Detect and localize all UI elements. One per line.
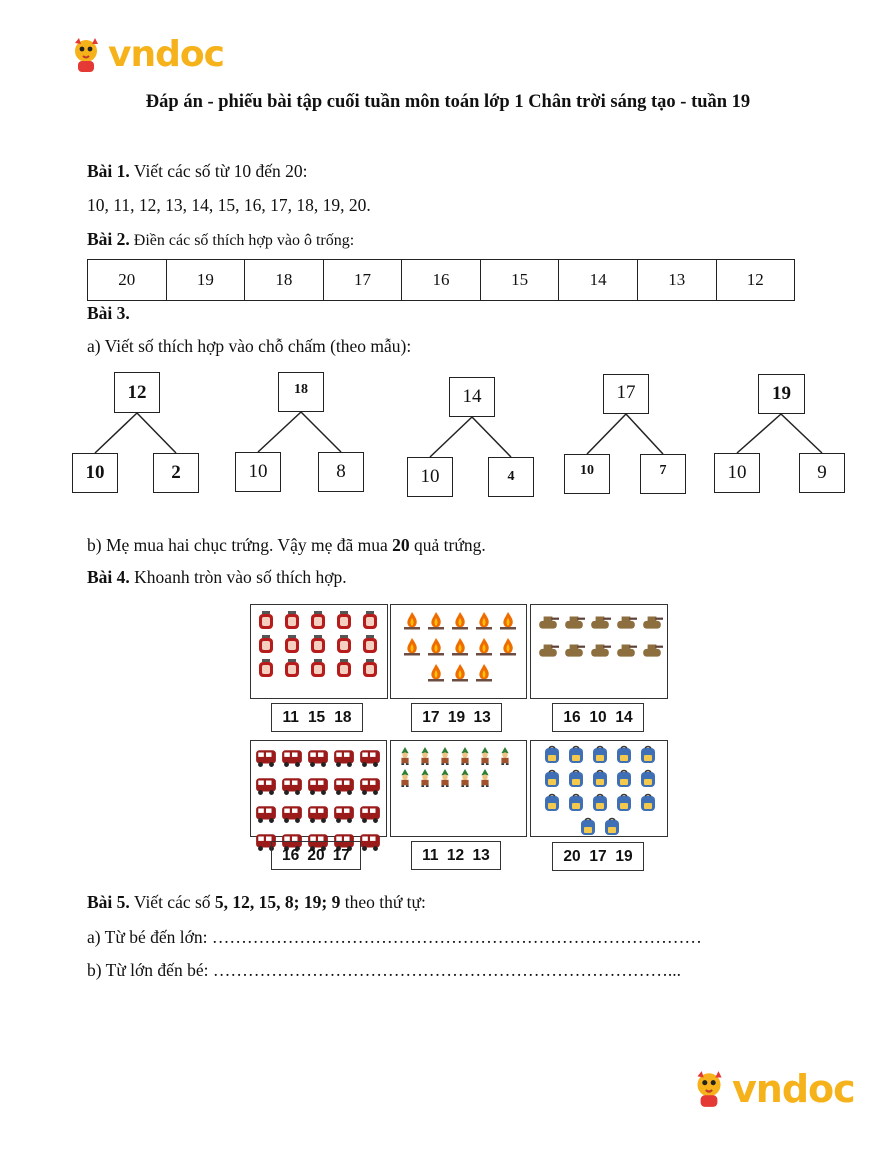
bus-icon bbox=[333, 747, 355, 769]
dwarf-icon bbox=[496, 747, 514, 765]
vndoc-logo bbox=[66, 34, 224, 75]
backpack-icon bbox=[566, 769, 586, 789]
bus-icon bbox=[359, 803, 381, 825]
dwarf-icon bbox=[416, 747, 434, 765]
lantern-icon bbox=[360, 634, 380, 654]
lantern-icon bbox=[256, 634, 276, 654]
choice-number[interactable]: 19 bbox=[447, 708, 466, 726]
choice-box bbox=[411, 703, 502, 732]
bus-icon bbox=[255, 747, 277, 769]
tree-top-box: 18 bbox=[278, 372, 324, 412]
bai5-part-b: b) Từ lớn đến bé: ……………………………………………………………………... bbox=[87, 960, 681, 980]
bai5-heading bbox=[87, 892, 426, 913]
bus-icon bbox=[359, 775, 381, 797]
bai3-part-b bbox=[87, 535, 486, 556]
lantern-icon bbox=[308, 610, 328, 630]
backpack-icon bbox=[578, 817, 598, 837]
lantern-icon bbox=[334, 610, 354, 630]
tank-icon bbox=[641, 639, 663, 661]
backpack-icon bbox=[614, 745, 634, 765]
tree-top-box: 19 bbox=[758, 374, 805, 414]
bai5-prompt-post: theo thứ tự: bbox=[340, 892, 426, 912]
choice-number[interactable]: 15 bbox=[307, 708, 326, 726]
lantern-icon bbox=[360, 610, 380, 630]
table-cell: 18 bbox=[245, 260, 324, 300]
backpack-icon bbox=[590, 793, 610, 813]
lantern-icon bbox=[282, 634, 302, 654]
tank-icon bbox=[589, 639, 611, 661]
tree-top-box: 14 bbox=[449, 377, 495, 417]
choice-number[interactable]: 20 bbox=[563, 847, 581, 865]
dwarf-icon bbox=[476, 747, 494, 765]
bai4-heading bbox=[87, 567, 347, 588]
campfire-icon bbox=[450, 663, 470, 683]
tree-top-box: 12 bbox=[114, 372, 160, 413]
picture-grid bbox=[536, 745, 664, 837]
logo-text: vndoc bbox=[108, 34, 224, 75]
tank-icon bbox=[641, 611, 663, 633]
campfire-icon bbox=[450, 611, 470, 631]
lantern-icon bbox=[308, 634, 328, 654]
bai5-numbers: 5, 12, 15, 8; 19; 9 bbox=[214, 892, 341, 912]
choice-number[interactable]: 16 bbox=[282, 846, 300, 864]
choice-number[interactable]: 20 bbox=[307, 846, 325, 864]
choice-number[interactable]: 12 bbox=[446, 846, 465, 864]
table-cell: 20 bbox=[88, 260, 167, 300]
table-cell: 12 bbox=[746, 270, 764, 289]
choice-number[interactable]: 18 bbox=[334, 708, 352, 726]
backpack-icon bbox=[614, 769, 634, 789]
backpack-icon bbox=[542, 793, 562, 813]
dwarf-icon bbox=[436, 747, 454, 765]
page-title: Đáp án - phiếu bài tập cuối tuần môn toán lớp 1 Chân trời sáng tạo - tuần 19 bbox=[145, 92, 751, 112]
bus-icon bbox=[255, 803, 277, 825]
bus-icon bbox=[359, 747, 381, 769]
choice-box bbox=[271, 841, 361, 870]
campfire-icon bbox=[402, 637, 422, 657]
picture-grid bbox=[396, 747, 524, 787]
lantern-icon bbox=[308, 658, 328, 678]
bai2-prompt: Điền các số thích hợp vào ô trống: bbox=[129, 232, 355, 249]
choice-box bbox=[271, 703, 363, 732]
bus-icon bbox=[333, 803, 355, 825]
backpack-icon bbox=[590, 769, 610, 789]
tree-left-box: 10 bbox=[714, 453, 760, 493]
bai1-heading bbox=[87, 161, 308, 182]
lantern-icon bbox=[282, 658, 302, 678]
choice-box bbox=[552, 842, 644, 871]
dwarf-icon bbox=[396, 747, 414, 765]
bus-icon bbox=[307, 803, 329, 825]
tree-right-box: 2 bbox=[153, 453, 199, 493]
picture-panel-backpacks bbox=[530, 740, 668, 837]
bus-icon bbox=[255, 775, 277, 797]
tank-icon bbox=[563, 639, 585, 661]
campfire-icon bbox=[474, 611, 494, 631]
table-cell: 19 bbox=[167, 260, 246, 300]
part-b-text-post: quả trứng. bbox=[414, 535, 486, 555]
choice-number[interactable]: 13 bbox=[472, 846, 490, 864]
table-cell: 16 bbox=[402, 260, 481, 300]
campfire-icon bbox=[498, 611, 518, 631]
table-cell: 15 bbox=[481, 260, 560, 300]
campfire-icon bbox=[474, 663, 494, 683]
picture-grid bbox=[256, 610, 384, 678]
backpack-icon bbox=[590, 745, 610, 765]
tree-right-box: 4 bbox=[488, 457, 534, 497]
campfire-icon bbox=[450, 637, 470, 657]
bus-icon bbox=[333, 775, 355, 797]
bai1-prompt: Viết các số từ 10 đến 20: bbox=[129, 161, 308, 181]
choice-number[interactable]: 17 bbox=[422, 708, 440, 726]
dwarf-icon bbox=[456, 747, 474, 765]
choice-number[interactable]: 19 bbox=[615, 847, 633, 865]
tree-left-box: 10 bbox=[564, 454, 610, 494]
vndoc-logo-footer bbox=[688, 1067, 855, 1111]
bai2-number-table bbox=[87, 259, 795, 301]
backpack-icon bbox=[638, 793, 658, 813]
choice-box bbox=[411, 841, 501, 870]
part-b-text-pre: b) Mẹ mua hai chục trứng. Vậy mẹ đã mua bbox=[87, 535, 393, 555]
tree-left-box: 10 bbox=[407, 457, 453, 497]
bai5-label: Bài 5. bbox=[87, 892, 130, 912]
dwarf-icon bbox=[416, 769, 434, 787]
backpack-icon bbox=[602, 817, 622, 837]
backpack-icon bbox=[638, 769, 658, 789]
backpack-icon bbox=[638, 745, 658, 765]
table-cell: 17 bbox=[324, 260, 403, 300]
bai2-heading bbox=[87, 229, 354, 250]
part-b-answer: 20 bbox=[392, 535, 410, 555]
tank-icon bbox=[563, 611, 585, 633]
picture-panel-campfires bbox=[390, 604, 527, 699]
backpack-icon bbox=[566, 793, 586, 813]
choice-number[interactable]: 11 bbox=[282, 708, 299, 726]
mascot-icon bbox=[66, 35, 106, 75]
tree-right-box: 7 bbox=[640, 454, 686, 494]
tree-top-box: 17 bbox=[603, 374, 649, 414]
logo-text: vndoc bbox=[732, 1067, 855, 1111]
campfire-icon bbox=[426, 611, 446, 631]
lantern-icon bbox=[360, 658, 380, 678]
choice-number[interactable]: 17 bbox=[332, 846, 350, 864]
mascot-icon bbox=[688, 1068, 730, 1110]
bai5-prompt-pre: Viết các số bbox=[129, 892, 215, 912]
choice-number[interactable]: 16 bbox=[563, 708, 581, 726]
choice-number[interactable]: 13 bbox=[473, 708, 491, 726]
backpack-icon bbox=[542, 769, 562, 789]
bai1-label: Bài 1. bbox=[87, 161, 130, 181]
bai3-part-a: a) Viết số thích hợp vào chỗ chấm (theo mẫu): bbox=[87, 336, 412, 356]
bai5-part-a: a) Từ bé đến lớn: ………………………………………………………………………… bbox=[87, 927, 702, 947]
choice-number[interactable]: 14 bbox=[615, 708, 633, 726]
backpack-icon bbox=[614, 793, 634, 813]
lantern-icon bbox=[334, 658, 354, 678]
bus-icon bbox=[307, 775, 329, 797]
tank-icon bbox=[537, 611, 559, 633]
tank-icon bbox=[589, 611, 611, 633]
campfire-icon bbox=[498, 637, 518, 657]
picture-panel-buses bbox=[250, 740, 387, 837]
bus-icon bbox=[281, 747, 303, 769]
bai1-answer: 10, 11, 12, 13, 14, 15, 16, 17, 18, 19, 20. bbox=[87, 195, 371, 215]
lantern-icon bbox=[256, 610, 276, 630]
tank-icon bbox=[615, 639, 637, 661]
campfire-icon bbox=[426, 637, 446, 657]
tree-left-box: 10 bbox=[72, 453, 118, 493]
picture-grid bbox=[397, 611, 523, 683]
choice-number[interactable]: 10 bbox=[589, 708, 607, 726]
dwarf-icon bbox=[436, 769, 454, 787]
bai4-prompt: Khoanh tròn vào số thích hợp. bbox=[129, 567, 347, 587]
campfire-icon bbox=[474, 637, 494, 657]
campfire-icon bbox=[426, 663, 446, 683]
picture-grid bbox=[255, 747, 385, 853]
picture-panel-lanterns bbox=[250, 604, 388, 699]
bai4-label: Bài 4. bbox=[87, 567, 130, 587]
backpack-icon bbox=[542, 745, 562, 765]
tank-icon bbox=[615, 611, 637, 633]
bai2-label: Bài 2. bbox=[87, 229, 130, 249]
picture-grid bbox=[537, 611, 663, 661]
table-cell: 13 bbox=[638, 260, 717, 300]
lantern-icon bbox=[256, 658, 276, 678]
backpack-icon bbox=[566, 745, 586, 765]
dwarf-icon bbox=[476, 769, 494, 787]
tree-right-box: 9 bbox=[799, 453, 845, 493]
bai3-label: Bài 3. bbox=[87, 303, 130, 323]
picture-panel-tanks bbox=[530, 604, 668, 699]
choice-box bbox=[552, 703, 644, 732]
bus-icon bbox=[359, 831, 381, 853]
dwarf-icon bbox=[396, 769, 414, 787]
dwarf-icon bbox=[456, 769, 474, 787]
choice-number[interactable]: 17 bbox=[589, 847, 607, 865]
tree-left-box: 10 bbox=[235, 452, 281, 492]
bus-icon bbox=[281, 775, 303, 797]
table-cell: 14 bbox=[559, 260, 638, 300]
tree-right-box: 8 bbox=[318, 452, 364, 492]
bus-icon bbox=[307, 747, 329, 769]
bus-icon bbox=[281, 803, 303, 825]
lantern-icon bbox=[334, 634, 354, 654]
choice-number[interactable]: 11 bbox=[422, 846, 439, 864]
tank-icon bbox=[537, 639, 559, 661]
picture-panel-dwarfs bbox=[390, 740, 527, 837]
campfire-icon bbox=[402, 611, 422, 631]
lantern-icon bbox=[282, 610, 302, 630]
